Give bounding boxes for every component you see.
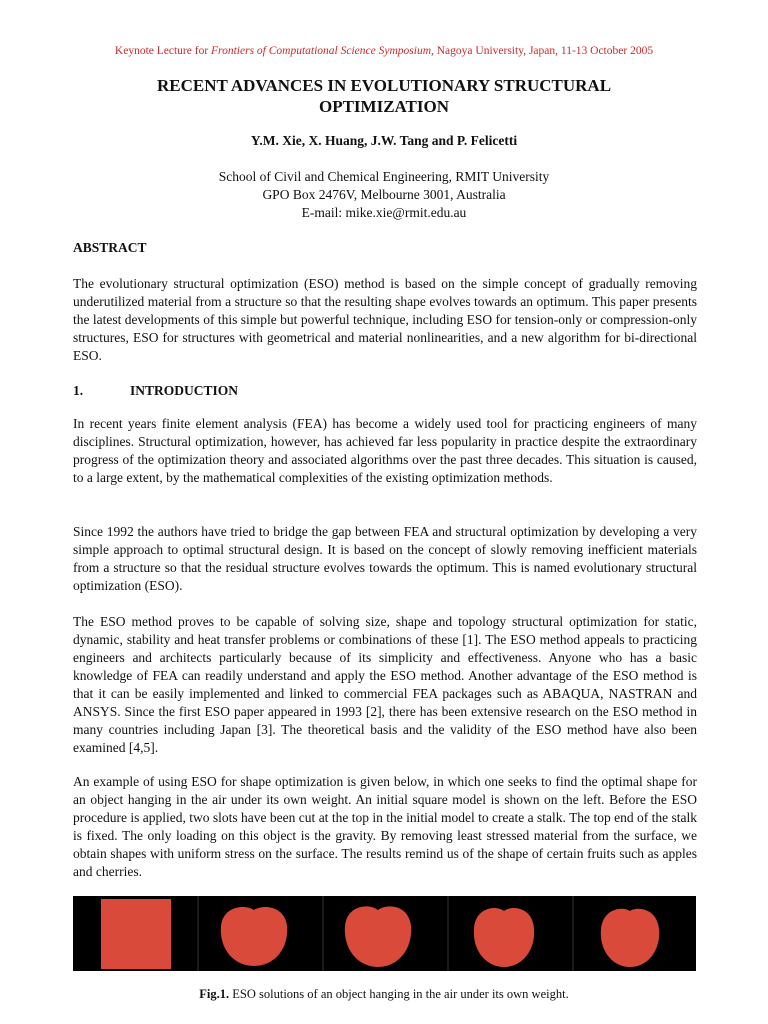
- intro-paragraph-4: An example of using ESO for shape optimization is given below, in which one seeks to find the optimal shape for an object hanging in the air under its own weight. An initial square model is shown on the left. Before the ESO procedure is applied, two slots have been cut at the top in the initial model to create a stalk. The top end of the stalk is fixed. The only loading on this object is the gravity. By removing least stressed material from the surface, we obtain shapes with uniform stress on the surface. The results remind us of the shape of certain fruits such as apples and cherries.: [73, 774, 697, 879]
- figure-eso-solutions: [73, 896, 696, 971]
- abstract-heading: ABSTRACT: [73, 240, 147, 255]
- conference-header: [0, 44, 768, 58]
- caption-text: ESO solutions of an object hanging in the air under its own weight.: [229, 987, 569, 1001]
- header-event: Frontiers of Computational Science Symposium: [211, 45, 431, 57]
- section-number: 1.: [73, 383, 84, 398]
- abstract-text: The evolutionary structural optimization (ESO) method is based on the simple concept of gradually removing underutilized material from a structure so that the resulting shape evolves towards an optimum. This paper presents the latest developments of this simple but powerful technique, including ESO for tension-only or compression-only structures, ESO for structures with geometrical and material nonlinearities, and a new algorithm for bi-directional ESO.: [73, 276, 697, 363]
- section-title: INTRODUCTION: [130, 383, 239, 398]
- intro-paragraph-1: In recent years finite element analysis (FEA) has become a widely used tool for practicing engineers of many disciplines. Structural optimization, however, has achieved far less popularity in practice despite the extraordinary progress of the optimization theory and associated algorithms over the past three decades. This situation is caused, to a large extent, by the mathematical complexities of the existing optimization methods.: [73, 416, 697, 485]
- authors: Y.M. Xie, X. Huang, J.W. Tang and P. Felicetti: [250, 133, 518, 148]
- section-heading: [73, 383, 238, 399]
- initial-square-model: [101, 899, 171, 969]
- intro-paragraph-2: Since 1992 the authors have tried to bridge the gap between FEA and structural optimization by developing a very simple approach to optimal structural design. It is based on the concept of slowly removing inefficient materials from a structure so that the residual structure evolves towards the optimum. This is named evolutionary structural optimization (ESO).: [73, 524, 697, 593]
- affiliation-email: E-mail: mike.xie@rmit.edu.au: [301, 205, 467, 220]
- header-suffix: , Nagoya University, Japan, 11-13 October 2005: [431, 45, 654, 57]
- caption-label: Fig.1.: [199, 987, 230, 1001]
- affiliation: [0, 168, 768, 222]
- paper-title: RECENT ADVANCES IN EVOLUTIONARY STRUCTURAL OPTIMIZATION: [156, 76, 612, 116]
- header-prefix: Keynote Lecture for: [114, 45, 212, 57]
- affiliation-school: School of Civil and Chemical Engineering, RMIT University: [218, 169, 550, 184]
- figure-image: [73, 896, 696, 971]
- intro-paragraph-3: The ESO method proves to be capable of solving size, shape and topology structural optimization for static, dynamic, stability and heat transfer problems or combinations of these [1]. The ESO method appeals to practicing engineers and architects particularly because of its simplicity and effectiveness. Anyone who has a basic knowledge of FEA can readily understand and apply the ESO method. Another advantage of the ESO method is that it can be easily implemented and linked to commercial FEA packages such as ABAQUA, NASTRAN and ANSYS. Since the first ESO paper appeared in 1993 [2], there has been extensive research on the ESO method in many countries including Japan [3]. The theoretical basis and the validity of the ESO method have also been examined [4,5].: [73, 614, 697, 755]
- figure-caption: [0, 987, 768, 1002]
- affiliation-address: GPO Box 2476V, Melbourne 3001, Australia: [262, 187, 506, 202]
